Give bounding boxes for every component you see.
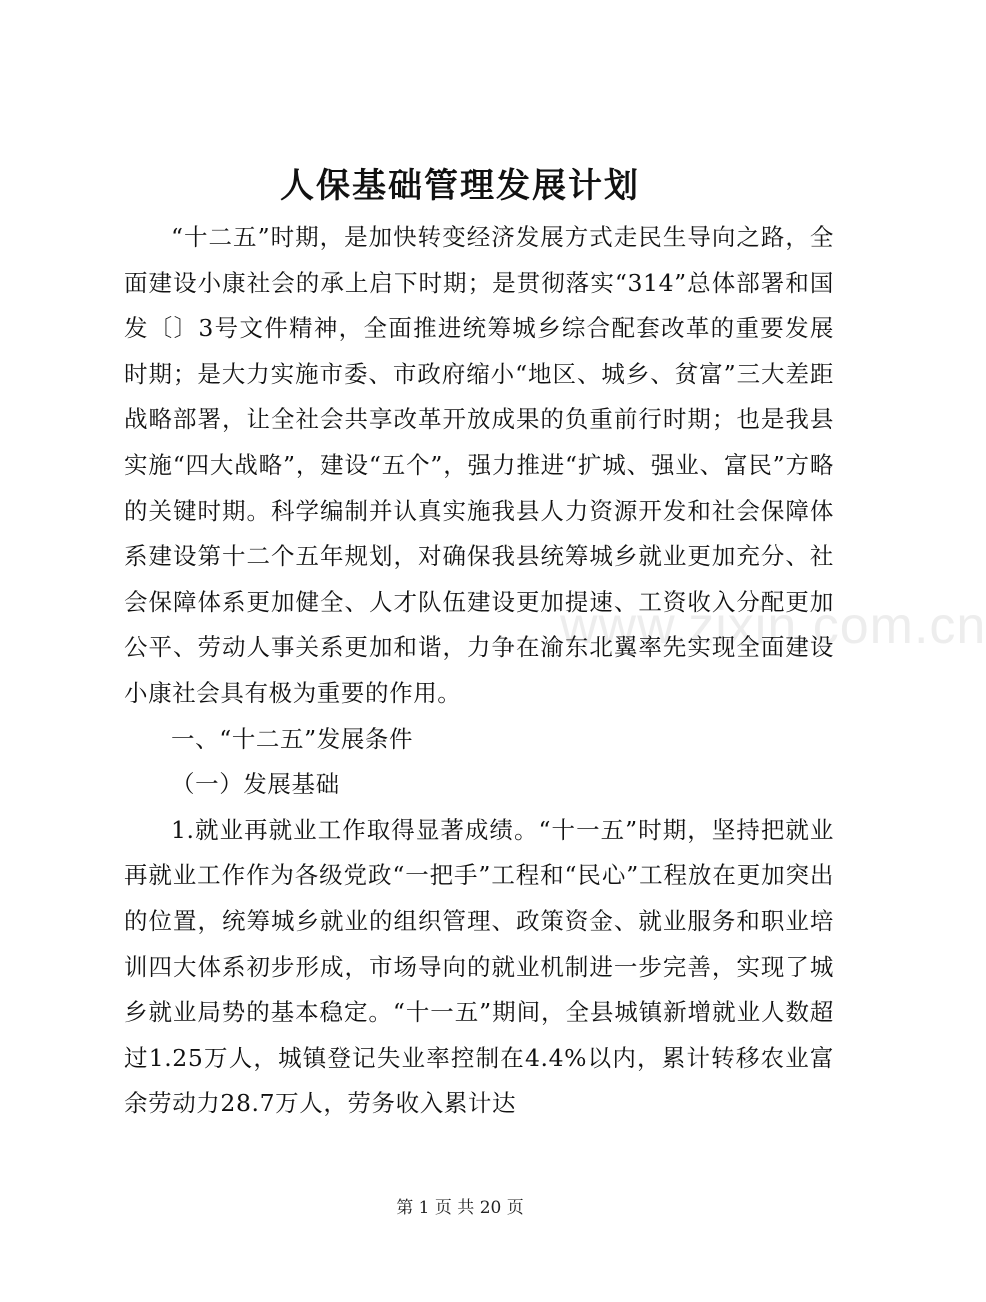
watermark: www.zixin.com.cn bbox=[560, 597, 986, 655]
subsection-heading: （一）发展基础 bbox=[171, 770, 340, 799]
page-number-footer: 第 1 页 共 20 页 bbox=[396, 1198, 524, 1218]
section-heading: 一、“十二五”发展条件 bbox=[171, 724, 414, 753]
employment-paragraph: 1.就业再就业工作取得显著成绩。“十一五”时期，坚持把就业再就业工作作为各级党政“一把手”工程和“民心”工程放在更加突出的位置，统筹城乡就业的组织管理、政策资金、就业服务和职业培训四大体系初步形成，市场导向的就业机制进一步完善，实现了城乡就业局势的基本稳定。“十一五”期间，全县城镇新增就业人数超过1.25万人，城镇登记失业率控制在4.4%以内，累计转移农业富余劳动力28.7万人，劳务收入累计达 bbox=[124, 815, 834, 1118]
document-body bbox=[124, 215, 834, 1127]
intro-paragraph: “十二五”时期，是加快转变经济发展方式走民生导向之路，全面建设小康社会的承上启下时期；是贯彻落实“314”总体部署和国发〔〕3号文件精神，全面推进统筹城乡综合配套改革的重要发展时期；是大力实施市委、市政府缩小“地区、城乡、贫富”三大差距战略部署，让全社会共享改革开放成果的负重前行时期；也是我县实施“四大战略”，建设“五个”，强力推进“扩城、强业、富民”方略的关键时期。科学编制并认真实施我县人力资源开发和社会保障体系建设第十二个五年规划，对确保我县统筹城乡就业更加充分、社会保障体系更加健全、人才队伍建设更加提速、工资收入分配更加公平、劳动人事关系更加和谐，力争在渝东北翼率先实现全面建设小康社会具有极为重要的作用。 bbox=[124, 223, 834, 707]
document-title: 人保基础管理发展计划 bbox=[280, 166, 640, 206]
